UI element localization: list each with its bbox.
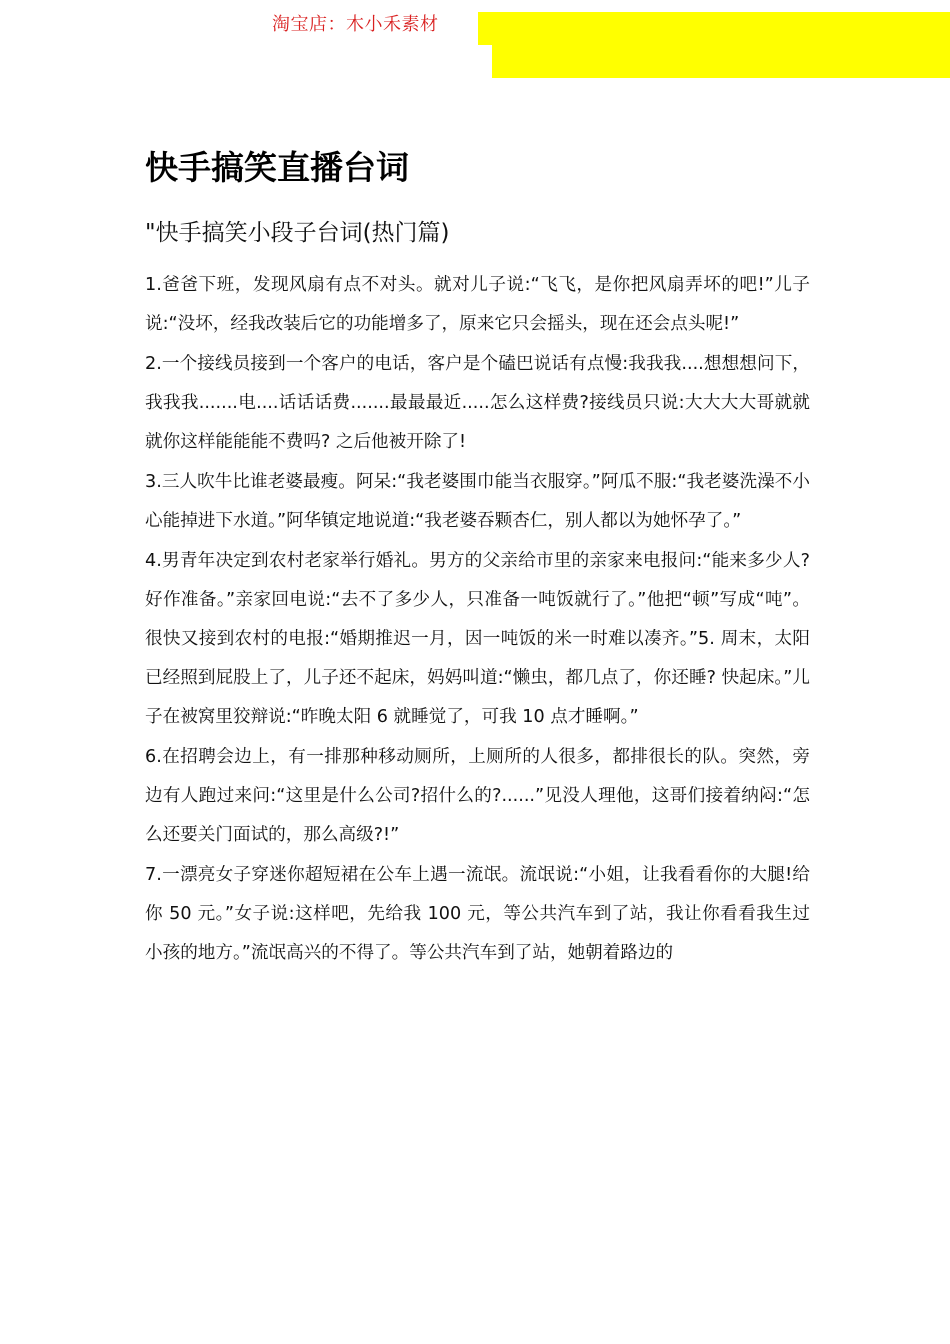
article-body [145,266,810,974]
paragraph-2: 2.一个接线员接到一个客户的电话，客户是个磕巴说话有点慢:我我我....想想想问下，我我我.......电....话话话费.......最最最近.....怎么这样费?接线员只说:大大大大哥就就就你这样能能能不费吗? 之后他被开除了! [145,354,810,452]
highlight-notch [478,45,492,78]
yellow-highlight-block [478,12,950,78]
subtitle: "快手搞笑小段子台词(热门篇) [145,220,450,246]
paragraph-3: 3.三人吹牛比谁老婆最瘦。阿呆:“我老婆围巾能当衣服穿。”阿瓜不服:“我老婆洗澡不小心能掉进下水道。”阿华镇定地说道:“我老婆吞颗杏仁，别人都以为她怀孕了。” [145,472,810,531]
page-title: 快手搞笑直播台词 [145,148,409,187]
shop-label: 淘宝店：木小禾素材 [272,14,439,35]
paragraph-6: 7.一漂亮女子穿迷你超短裙在公车上遇一流氓。流氓说:“小姐，让我看看你的大腿!给你 50 元。”女子说:这样吧，先给我 100 元，等公共汽车到了站，我让你看看我生过小孩的地方。”流氓高兴的不得了。等公共汽车到了站，她朝着路边的 [145,865,810,963]
paragraph-1: 1.爸爸下班，发现风扇有点不对头。就对儿子说:“飞飞，是你把风扇弄坏的吧!”儿子说:“没坏，经我改装后它的功能增多了，原来它只会摇头，现在还会点头呢!” [145,275,810,334]
paragraph-4: 4.男青年决定到农村老家举行婚礼。男方的父亲给市里的亲家来电报问:“能来多少人?好作准备。”亲家回电说:“去不了多少人，只准备一吨饭就行了。”他把“顿”写成“吨”。很快又接到农村的电报:“婚期推迟一月，因一吨饭的米一时难以凑齐。”5. 周末，太阳已经照到屁股上了，儿子还不起床，妈妈叫道:“懒虫，都几点了，你还睡? 快起床。”儿子在被窝里狡辩说:“昨晚太阳 6 就睡觉了，可我 10 点才睡啊。” [145,551,810,727]
paragraph-5: 6.在招聘会边上，有一排那种移动厕所，上厕所的人很多，都排很长的队。突然，旁边有人跑过来问:“这里是什么公司?招什么的?......”见没人理他，这哥们接着纳闷:“怎么还要关门面试的，那么高级?!” [145,747,810,845]
